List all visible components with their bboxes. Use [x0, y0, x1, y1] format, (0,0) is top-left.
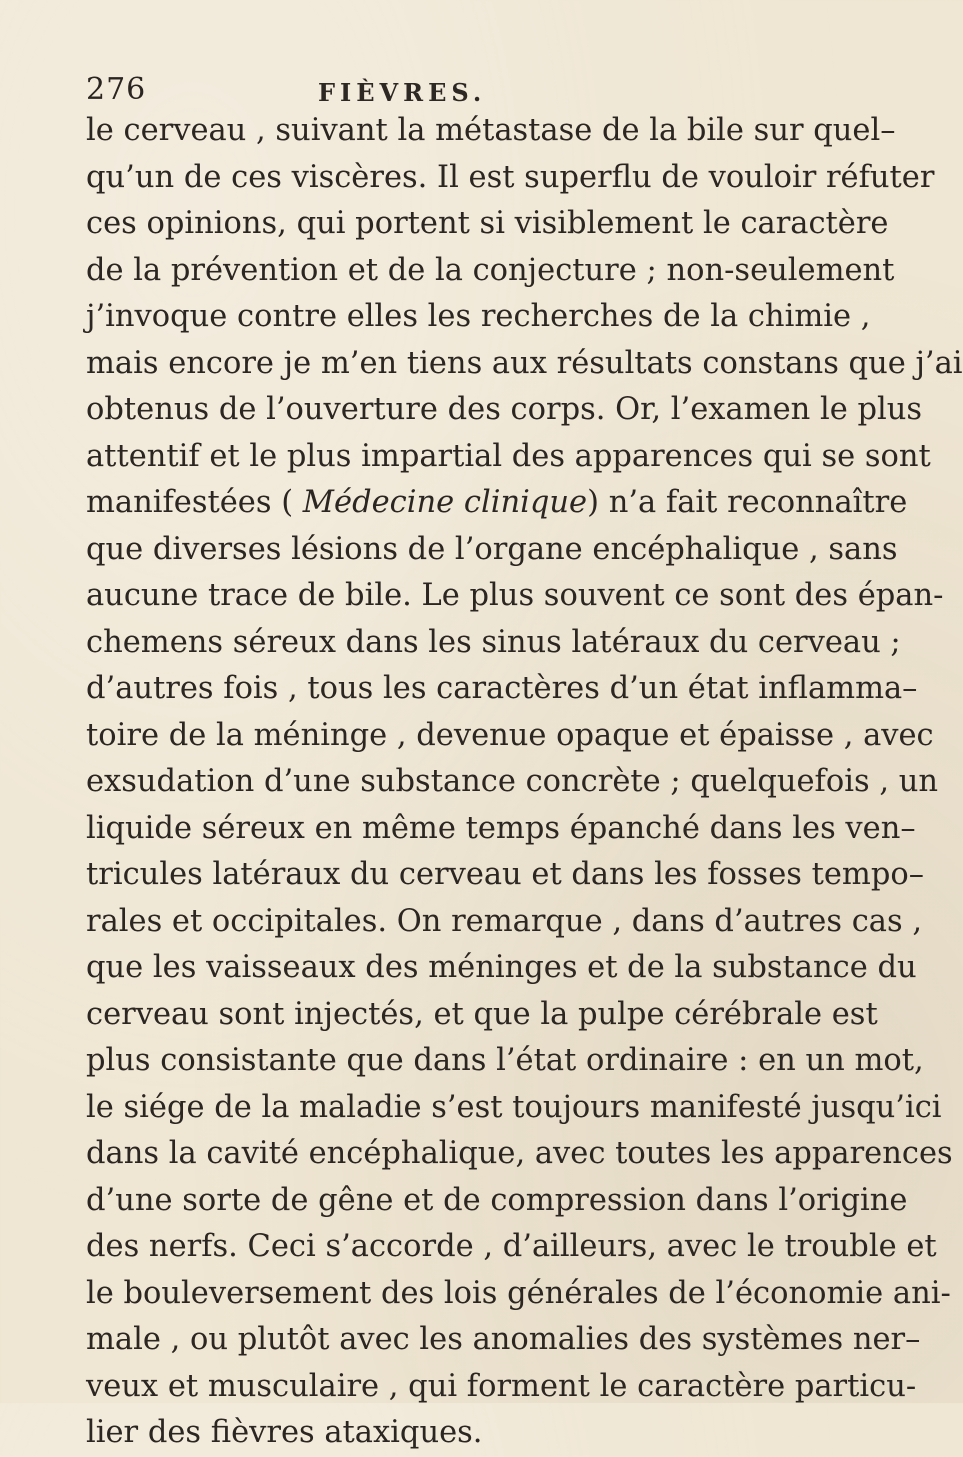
text-line: le siége de la maladie s’est toujours manifesté jusqu’ici	[86, 1089, 942, 1125]
text-line: liquide séreux en même temps épanché dans les ven–	[86, 810, 916, 846]
text-line: chemens séreux dans les sinus latéraux du cerveau ;	[86, 624, 901, 660]
text-line: des nerfs. Ceci s’accorde , d’ailleurs, avec le trouble et	[86, 1229, 937, 1264]
text-line: male , ou plutôt avec les anomalies des systèmes ner–	[86, 1322, 921, 1357]
text-line: lier des fièvres ataxiques.	[86, 1415, 483, 1450]
text-line: ces opinions, qui portent si visiblement le caractère	[86, 206, 889, 241]
page-number: 276	[86, 72, 147, 107]
text-line: dans la cavité encéphalique, avec toutes les apparences	[86, 1136, 953, 1171]
italic-title: Médecine clinique	[302, 485, 588, 520]
text-line: d’une sorte de gêne et de compression dans l’origine	[86, 1182, 908, 1218]
text-line: rales et occipitales. On remarque , dans d’autres cas ,	[86, 903, 923, 939]
body-text	[86, 108, 963, 1457]
text-line: cerveau sont injectés, et que la pulpe cérébrale est	[86, 996, 878, 1032]
text-line: toire de la méninge , devenue opaque et épaisse , avec	[86, 717, 934, 753]
text-line: mais encore je m’en tiens aux résultats constans que j’ai	[86, 345, 963, 381]
text-line: d’autres fois , tous les caractères d’un état inflamma–	[86, 671, 918, 706]
text-line: le bouleversement des lois générales de l’économie ani-	[86, 1275, 951, 1311]
text-line: qu’un de ces viscères. Il est superflu de vouloir réfuter	[86, 159, 935, 195]
text-line: aucune trace de bile. Le plus souvent ce sont des épan-	[86, 578, 944, 613]
running-head: FIÈVRES.	[318, 78, 487, 107]
text-line: de la prévention et de la conjecture ; non-seulement	[86, 252, 895, 288]
text-line: tricules latéraux du cerveau et dans les fosses tempo–	[86, 857, 924, 892]
text-line: manifestées ( Médecine clinique) n’a fait reconnaître	[86, 485, 908, 520]
text-line: j’invoque contre elles les recherches de la chimie ,	[86, 299, 871, 334]
text-line: veux et musculaire , qui forment le caractère particu-	[86, 1368, 917, 1404]
text-line: exsudation d’une substance concrète ; quelquefois , un	[86, 764, 938, 799]
text-line: que diverses lésions de l’organe encéphalique , sans	[86, 531, 898, 567]
page-header	[86, 72, 646, 112]
text-line: obtenus de l’ouverture des corps. Or, l’examen le plus	[86, 392, 923, 427]
text-line: que les vaisseaux des méninges et de la substance du	[86, 950, 917, 985]
text-line: le cerveau , suivant la métastase de la bile sur quel–	[86, 113, 896, 148]
text-line: plus consistante que dans l’état ordinaire : en un mot,	[86, 1043, 924, 1078]
text-line: attentif et le plus impartial des apparences qui se sont	[86, 438, 931, 474]
